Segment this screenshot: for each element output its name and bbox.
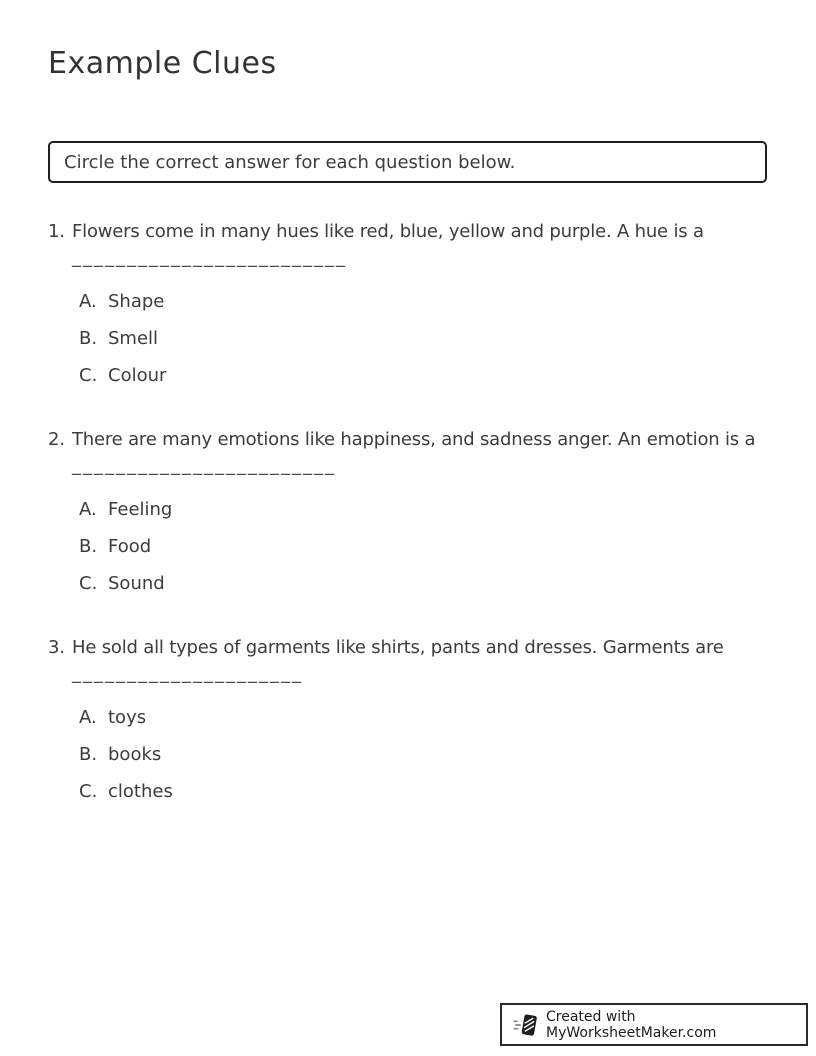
answer-blank: _________________________ bbox=[72, 247, 347, 268]
question-2-options bbox=[79, 498, 772, 595]
footer-badge[interactable] bbox=[500, 1003, 808, 1046]
option-c[interactable] bbox=[79, 364, 772, 387]
option-letter: C. bbox=[79, 781, 98, 802]
question-3-line bbox=[48, 636, 772, 660]
instruction-box bbox=[48, 141, 767, 183]
question-text: Flowers come in many hues like red, blue, yellow and purple. A hue is a bbox=[72, 221, 704, 242]
footer-text: Created with MyWorksheetMaker.com bbox=[546, 1008, 717, 1041]
instruction-text: Circle the correct answer for each question below. bbox=[64, 151, 516, 173]
question-text: There are many emotions like happiness, and sadness anger. An emotion is a bbox=[72, 429, 756, 450]
option-a[interactable] bbox=[79, 706, 772, 729]
option-label: toys bbox=[108, 707, 147, 728]
option-b[interactable] bbox=[79, 327, 772, 350]
option-b[interactable] bbox=[79, 743, 772, 766]
page-title: Example Clues bbox=[48, 46, 277, 81]
answer-blank: _____________________ bbox=[72, 663, 303, 684]
question-number: 2. bbox=[48, 429, 65, 450]
option-label: Shape bbox=[108, 291, 165, 312]
option-letter: B. bbox=[79, 536, 98, 557]
question-1-options bbox=[79, 290, 772, 387]
option-label: books bbox=[108, 744, 162, 765]
option-letter: C. bbox=[79, 573, 98, 594]
question-number: 3. bbox=[48, 637, 65, 658]
option-label: Food bbox=[108, 536, 152, 557]
option-label: clothes bbox=[108, 781, 173, 802]
question-text: He sold all types of garments like shirts, pants and dresses. Garments are bbox=[72, 637, 724, 658]
question-number: 1. bbox=[48, 221, 65, 242]
option-b[interactable] bbox=[79, 535, 772, 558]
worksheet-maker-logo-icon bbox=[512, 1012, 538, 1038]
option-label: Feeling bbox=[108, 499, 173, 520]
answer-blank: ________________________ bbox=[72, 455, 336, 476]
question-1-line bbox=[48, 220, 772, 244]
option-letter: C. bbox=[79, 365, 98, 386]
option-label: Sound bbox=[108, 573, 165, 594]
question-2 bbox=[48, 428, 772, 595]
question-3 bbox=[48, 636, 772, 803]
option-letter: A. bbox=[79, 291, 97, 312]
option-label: Smell bbox=[108, 328, 159, 349]
question-3-options bbox=[79, 706, 772, 803]
option-letter: B. bbox=[79, 744, 98, 765]
option-letter: A. bbox=[79, 707, 97, 728]
option-a[interactable] bbox=[79, 498, 772, 521]
option-c[interactable] bbox=[79, 780, 772, 803]
option-label: Colour bbox=[108, 365, 167, 386]
question-1 bbox=[48, 220, 772, 387]
question-2-line bbox=[48, 428, 772, 452]
option-letter: A. bbox=[79, 499, 97, 520]
option-c[interactable] bbox=[79, 572, 772, 595]
option-a[interactable] bbox=[79, 290, 772, 313]
option-letter: B. bbox=[79, 328, 98, 349]
